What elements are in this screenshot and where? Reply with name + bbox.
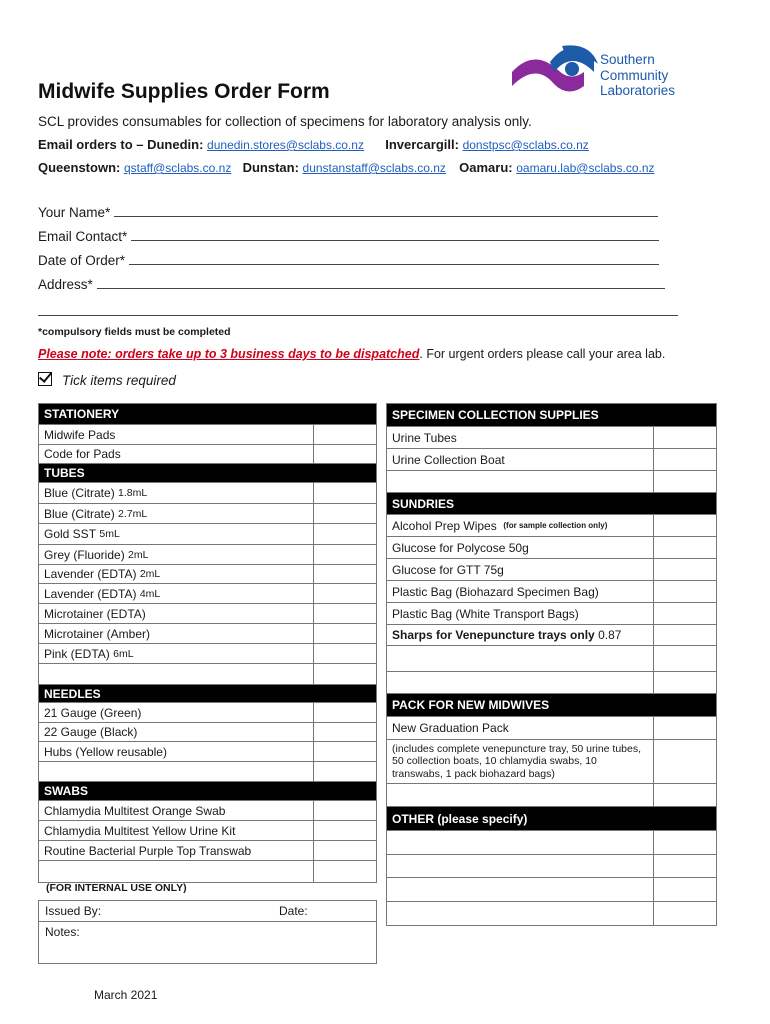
item-name: Microtainer (Amber) [44,626,151,641]
list-item [387,515,716,537]
pack-description: (includes complete venepuncture tray, 50 urine tubes, 50 collection boats, 10 chlamydia swabs, 10 transwabs, 1 pack biohazard bags) [392,742,642,780]
item-label: Code for Pads [44,447,121,461]
qty-box[interactable] [313,841,376,860]
other-input-row [387,831,716,855]
qty-box[interactable] [313,483,376,503]
list-item [39,604,376,624]
list-item [39,445,376,464]
section-header-stationery [39,404,376,425]
footer-date: March 2021 [94,988,158,1002]
item-size: 6mL [113,647,134,660]
list-item [39,742,376,762]
qty-box[interactable] [313,821,376,840]
item-label: 22 Gauge (Black) [44,725,138,739]
list-item [39,723,376,742]
item-label [39,644,313,663]
email-line-1 [38,137,589,152]
qty-box[interactable] [653,902,716,925]
dispatch-note-red: Please note: orders take up to 3 business days to be dispatched [38,347,420,361]
address-input-line[interactable] [97,277,665,289]
item-name: Blue (Citrate) [44,506,115,521]
item-label: Glucose for GTT 75g [392,562,504,577]
qty-box[interactable] [653,672,716,693]
item-label [387,515,653,536]
swabs-heading: SWABS [44,784,89,798]
other-heading: OTHER (please specify) [392,811,528,826]
other-input[interactable] [387,855,653,877]
date-input-line[interactable] [129,253,659,265]
date-label: Date: [279,904,308,918]
email-field[interactable] [38,229,659,244]
blank-row [387,784,716,807]
name-input-line[interactable] [114,205,658,217]
item-label: Glucose for Polycose 50g [392,540,529,555]
qty-box[interactable] [313,584,376,603]
dunstan-label: Dunstan: [242,160,299,175]
list-item [387,625,716,646]
item-label [39,545,313,564]
logo-line-3: Laboratories [600,83,676,98]
list-item [387,717,716,740]
qty-box[interactable] [653,449,716,470]
page-title: Midwife Supplies Order Form [38,80,330,103]
list-item [39,801,376,821]
item-label [39,483,313,503]
item-label [39,504,313,523]
item-label: Chlamydia Multitest Yellow Urine Kit [44,823,236,838]
blank-row [387,672,716,694]
section-header-pack [387,694,716,717]
list-item [387,581,716,603]
item-label: New Graduation Pack [392,721,509,735]
dunedin-email-link[interactable]: dunedin.stores@sclabs.co.nz [207,138,364,152]
other-input[interactable] [387,902,653,925]
list-item [39,821,376,841]
list-item [39,624,376,644]
item-name: Blue (Citrate) [44,486,115,500]
compulsory-note: *compulsory fields must be completed [38,326,231,338]
other-input[interactable] [387,878,653,901]
blank-row [39,664,376,685]
qty-box[interactable] [313,664,376,684]
item-size: 1.8mL [118,487,148,499]
date-field[interactable] [38,253,659,268]
qty-box[interactable] [313,644,376,663]
qty-box[interactable] [653,646,716,671]
list-item [39,504,376,524]
list-item [39,584,376,604]
item-label: Urine Tubes [392,430,457,445]
item-label [387,625,653,645]
item-name: Microtainer (EDTA) [44,606,146,621]
specimen-heading: SPECIMEN COLLECTION SUPPLIES [392,408,599,422]
item-note: (for sample collection only) [503,521,608,530]
address-field[interactable] [38,277,665,292]
oamaru-email-link[interactable]: oamaru.lab@sclabs.co.nz [516,161,655,175]
qty-box[interactable] [313,624,376,643]
needles-heading: NEEDLES [44,686,101,701]
list-item [387,427,716,449]
issued-by-row[interactable] [39,901,376,922]
item-name: Grey (Fluoride) [44,547,125,562]
qty-box[interactable] [653,515,716,536]
other-input[interactable] [387,831,653,854]
tick-label: Tick items required [62,373,176,388]
item-name: Gold SST [44,527,97,541]
item-size: 0.87 [598,628,622,642]
item-label: Hubs (Yellow reusable) [44,744,167,759]
other-input-row [387,878,716,902]
section-header-other [387,807,716,831]
list-item [39,425,376,445]
tick-instruction [38,372,176,388]
email-line-2 [38,160,655,175]
qty-box[interactable] [653,717,716,739]
qty-box[interactable] [653,831,716,854]
qty-box[interactable] [653,603,716,624]
email-label: Email Contact* [38,229,128,244]
list-item [39,703,376,723]
item-label: Midwife Pads [44,427,116,442]
section-header-needles [39,685,376,703]
qty-box[interactable] [653,740,716,783]
dispatch-note-rest: . For urgent orders please call your area lab. [419,347,666,361]
qty-box[interactable] [313,742,376,761]
internal-use-table [38,900,377,964]
name-label: Your Name* [38,205,111,220]
right-order-table [386,403,717,926]
address-input-line-2[interactable] [38,315,678,316]
internal-use-label: (FOR INTERNAL USE ONLY) [46,882,187,894]
pack-heading: PACK FOR NEW MIDWIVES [392,698,550,712]
item-label [39,624,313,643]
item-label: 21 Gauge (Green) [44,705,142,720]
qty-box[interactable] [313,861,376,882]
email-input-line[interactable] [131,229,659,241]
item-size: 2mL [128,548,149,561]
checkbox-ticked-icon [38,372,52,386]
qty-box[interactable] [313,545,376,564]
dunstan-email-link[interactable]: dunstanstaff@sclabs.co.nz [302,161,446,175]
list-item [39,565,376,584]
qty-box[interactable] [313,524,376,544]
qty-box[interactable] [313,723,376,741]
logo-line-2: Community [600,67,669,83]
item-label [39,604,313,623]
logo-text [600,52,675,99]
item-label [39,524,313,544]
qty-box[interactable] [653,581,716,602]
list-item [387,537,716,559]
list-item [387,740,716,784]
list-item [387,559,716,581]
name-field[interactable] [38,205,658,220]
qty-box[interactable] [653,427,716,448]
list-item [387,603,716,625]
intro-text: SCL provides consumables for collection of specimens for laboratory analysis only. [38,114,532,129]
item-name: Alcohol Prep Wipes [392,518,497,533]
item-size: 4mL [139,587,161,600]
section-header-swabs [39,782,376,801]
item-size: 2mL [139,568,161,580]
qty-box[interactable] [313,425,376,444]
queenstown-email-link[interactable]: qstaff@sclabs.co.nz [123,161,232,175]
item-name: Sharps for Venepuncture trays only [392,628,595,642]
queenstown-label: Queenstown: [38,160,121,175]
item-size: 2.7mL [118,507,148,520]
other-input-row [387,855,716,878]
qty-box[interactable] [313,703,376,722]
address-label: Address* [38,277,93,292]
qty-box[interactable] [653,537,716,558]
qty-box[interactable] [313,445,376,463]
item-name: Lavender (EDTA) [44,567,137,581]
qty-box[interactable] [653,559,716,580]
qty-box[interactable] [653,784,716,806]
oamaru-label: Oamaru: [459,160,513,175]
qty-box[interactable] [313,604,376,623]
item-label [39,565,313,583]
section-header-sundries [387,493,716,515]
qty-box[interactable] [653,878,716,901]
sundries-heading: SUNDRIES [392,496,455,511]
item-label [39,584,313,603]
item-label: Plastic Bag (Biohazard Specimen Bag) [392,584,599,599]
blank-row [39,861,376,883]
section-header-specimen [387,404,716,427]
list-item [39,644,376,664]
issued-by-label: Issued By: [45,904,102,918]
list-item [39,545,376,565]
item-label: Urine Collection Boat [392,452,505,467]
list-item [387,449,716,471]
list-item [39,483,376,504]
qty-box[interactable] [313,801,376,820]
stationery-heading: STATIONERY [44,407,120,421]
notes-row[interactable] [39,922,376,963]
invercargill-label: Invercargill: [385,137,459,152]
dispatch-note [38,347,665,361]
section-header-tubes [39,464,376,483]
qty-box[interactable] [653,471,716,492]
qty-box[interactable] [313,504,376,523]
item-name: Lavender (EDTA) [44,586,137,601]
qty-box[interactable] [653,855,716,877]
logo-line-1: Southern [600,52,655,67]
qty-box[interactable] [313,762,376,781]
item-name: Pink (EDTA) [44,646,110,661]
item-label: Chlamydia Multitest Orange Swab [44,803,226,818]
qty-box[interactable] [653,625,716,645]
notes-label: Notes: [45,925,80,939]
qty-box[interactable] [313,565,376,583]
item-label: Routine Bacterial Purple Top Transwab [44,843,252,858]
invercargill-email-link[interactable]: donstpsc@sclabs.co.nz [462,138,589,152]
list-item [39,524,376,545]
list-item [39,841,376,861]
dunedin-label: Email orders to – Dunedin: [38,137,204,152]
blank-row [39,762,376,782]
item-size: 5mL [99,528,120,540]
tubes-heading: TUBES [44,466,85,480]
other-input-row [387,902,716,926]
blank-row [387,646,716,672]
left-order-table [38,403,377,883]
blank-row [387,471,716,493]
item-label: Plastic Bag (White Transport Bags) [392,606,579,621]
date-label: Date of Order* [38,253,126,268]
